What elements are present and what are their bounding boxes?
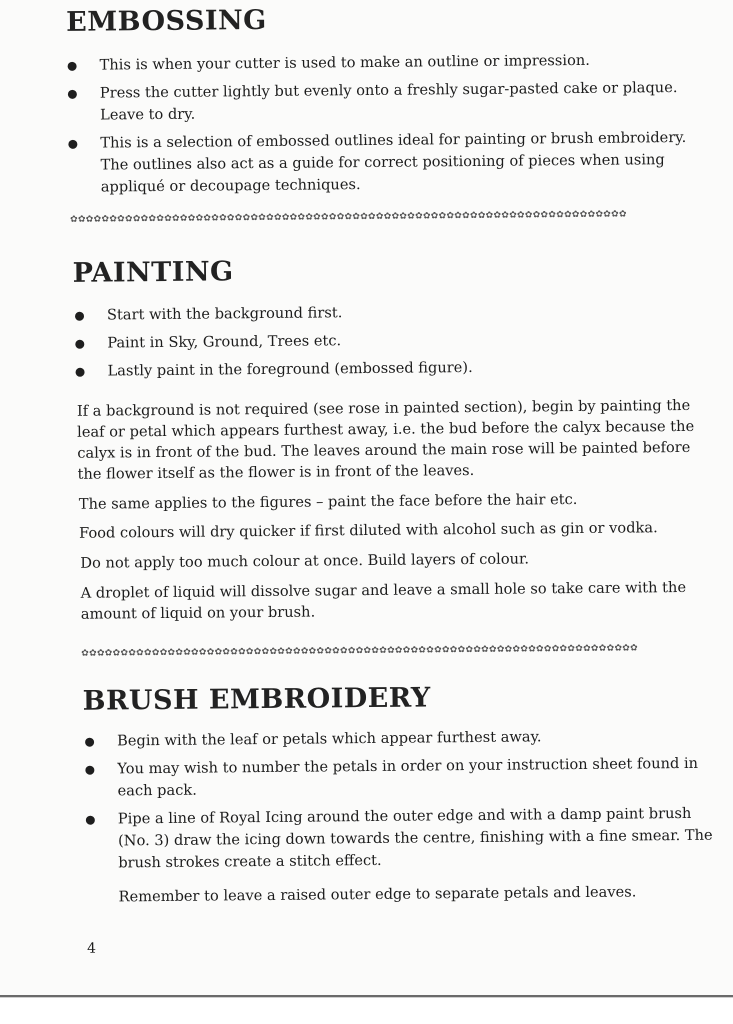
background-below-page	[0, 998, 733, 1024]
brush-embroidery-bullet-1: Begin with the leaf or petals which appear furthest away.	[85, 725, 713, 753]
painting-bullet-1: Start with the background first.	[75, 299, 705, 327]
flower-divider-2: ✿✿✿✿✿✿✿✿✿✿✿✿✿✿✿✿✿✿✿✿✿✿✿✿✿✿✿✿✿✿✿✿✿✿✿✿✿✿✿✿✿✿✿✿✿✿✿✿✿✿✿✿✿✿✿✿✿✿✿✿✿✿✿✿✿✿✿✿✿✿✿	[81, 643, 639, 659]
brush-embroidery-note: Remember to leave a raised outer edge to separate petals and leaves.	[118, 883, 637, 906]
page-number: 4	[87, 940, 97, 957]
embossing-bullet-2: Press the cutter lightly but evenly onto a freshly sugar-pasted cake or plaque. Leave to dry.	[68, 77, 698, 127]
embossing-list	[68, 49, 699, 205]
painting-paragraph-2: The same applies to the figures – paint the face before the hair etc.	[78, 490, 578, 513]
painting-heading: PAINTING	[72, 256, 234, 289]
painting-paragraph-3: Food colours will dry quicker if first diluted with alcohol such as gin or vodka.	[79, 519, 658, 542]
brush-embroidery-list	[85, 725, 714, 881]
painting-paragraph-5: A droplet of liquid will dissolve sugar and leave a small hole so take care with the amount of liquid on your brush.	[80, 578, 687, 623]
painting-paragraph-1: If a background is not required (see rose in painted section), begin by painting the leaf or petal which appears furthest away, i.e. the bud before the calyx because the calyx is in front of the bud. The leaves around the main rose will be painted before the flower itself as the flower is in front of the leaves.	[76, 396, 695, 483]
painting-bullet-2: Paint in Sky, Ground, Trees etc.	[75, 327, 705, 355]
painting-list	[75, 299, 706, 389]
brush-embroidery-heading: BRUSH EMBROIDERY	[82, 682, 431, 717]
embossing-bullet-3: This is a selection of embossed outlines ideal for painting or brush embroidery. The outlines also act as a guide for correct positioning of pieces when using appliqué or decoupage techniques.	[68, 127, 699, 199]
embossing-heading: EMBOSSING	[66, 4, 267, 38]
flower-divider-1: ✿✿✿✿✿✿✿✿✿✿✿✿✿✿✿✿✿✿✿✿✿✿✿✿✿✿✿✿✿✿✿✿✿✿✿✿✿✿✿✿✿✿✿✿✿✿✿✿✿✿✿✿✿✿✿✿✿✿✿✿✿✿✿✿✿✿✿✿✿✿✿	[70, 209, 627, 225]
painting-paragraph-4: Do not apply too much colour at once. Build layers of colour.	[80, 550, 530, 572]
brush-embroidery-bullet-2: You may wish to number the petals in order on your instruction sheet found in each pack.	[85, 753, 713, 803]
brush-embroidery-bullet-3: Pipe a line of Royal Icing around the outer edge and with a damp paint brush (No. 3) draw the icing down towards the centre, finishing with a fine smear. The brush strokes create a stitch effect.	[86, 803, 715, 875]
embossing-bullet-1: This is when your cutter is used to make an outline or impression.	[68, 49, 698, 77]
painting-bullet-3: Lastly paint in the foreground (embossed figure).	[75, 355, 705, 383]
